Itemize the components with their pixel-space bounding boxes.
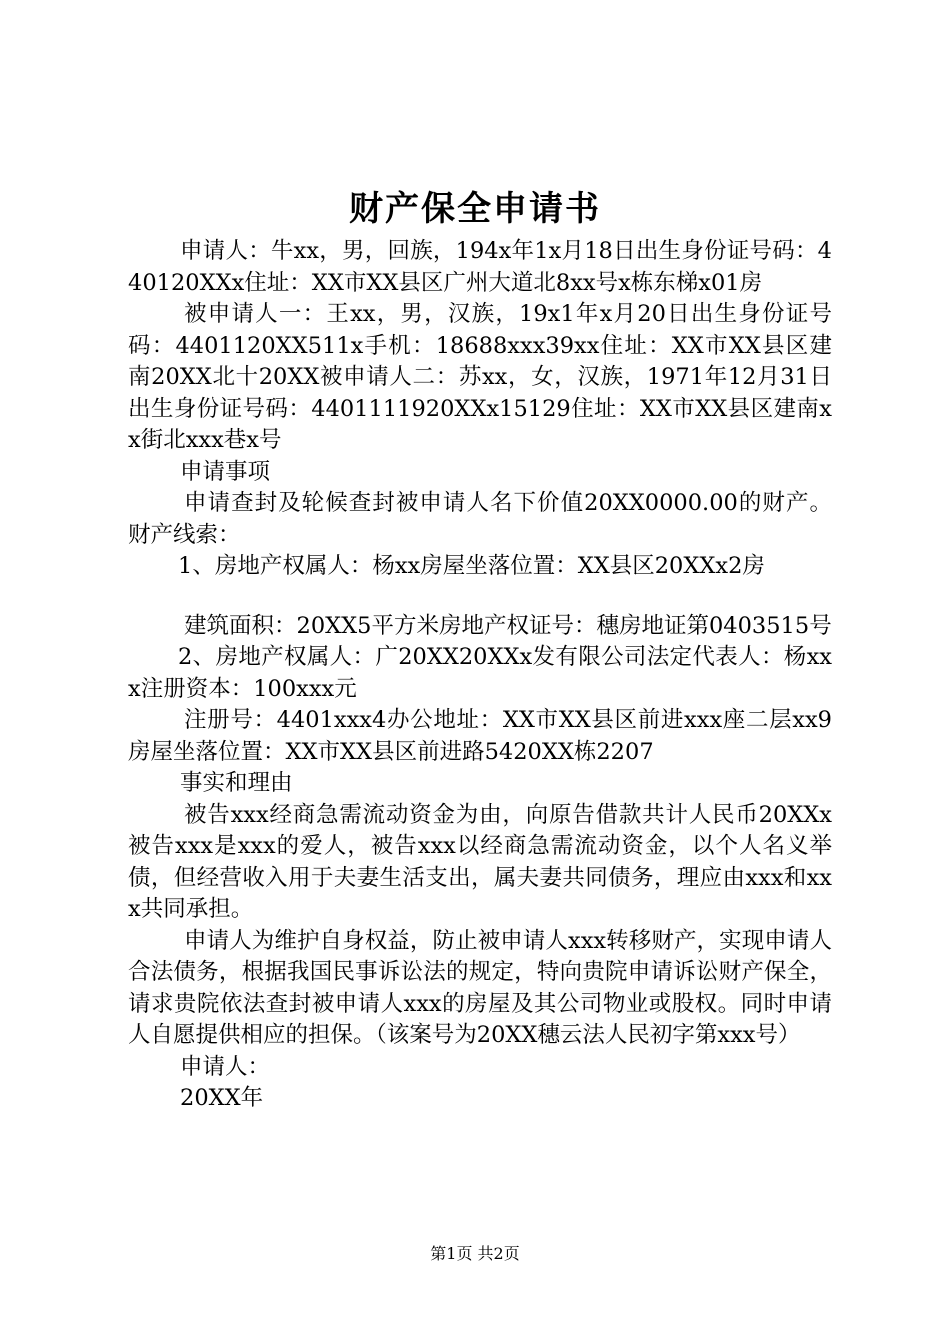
section-heading-facts: 事实和理由 (180, 770, 293, 796)
respondent-paragraph: 被申请人一：王xx，男，汉族，19x1年x月20日出生身份证号码：4401120XX511x手机：18688xxx39xx住址：XX市XX县区建南20XX北十20XX被申请人二：苏xx，女，汉族，1971年12月31日出生身份证号码：4401111920XXx15129住址：XX市XX县区建南xx街北xxx巷x号 (128, 301, 832, 453)
signature-applicant: 申请人： (180, 1053, 271, 1080)
property-clue-1-detail: 建筑面积：20XX5平方米房地产权证号：穗房地证第0403515号 (184, 612, 832, 639)
page-number: 第1页 共2页 (430, 1244, 520, 1263)
document-body (128, 236, 832, 1115)
property-clue-2: 2、房地产权属人：广20XX20XXx发有限公司法定代表人：杨xxx注册资本：100xxx元 (128, 644, 832, 702)
signature-date: 20XX年 (180, 1085, 264, 1111)
reasons-paragraph: 申请人为维护自身权益，防止被申请人xxx转移财产，实现申请人合法债务，根据我国民事诉讼法的规定，特向贵院申请诉讼财产保全，请求贵院依法查封被申请人xxx的房屋及其公司物业或股权。同时申请人自愿提供相应的担保。（该案号为20XX穗云法人民初字第xxx号） (128, 927, 832, 1048)
facts-paragraph: 被告xxx经商急需流动资金为由，向原告借款共计人民币20XXx被告xxx是xxx的爱人，被告xxx以经商急需流动资金，以个人名义举债，但经营收入用于夫妻生活支出，属夫妻共同债务，理应由xxx和xxx共同承担。 (128, 801, 832, 922)
applicant-paragraph: 申请人：牛xx，男，回族，194x年1x月18日出生身份证号码：440120XXx住址：XX市XX县区广州大道北8xx号x栋东梯x01房 (128, 238, 832, 296)
property-clue-2-detail: 注册号：4401xxx4办公地址：XX市XX县区前进xxx座二层xx9房屋坐落位置：XX市XX县区前进路5420XX栋2207 (128, 707, 832, 765)
document-title: 财产保全申请书 (349, 189, 601, 229)
property-clue-1: 1、房地产权属人：杨xx房屋坐落位置：XX县区20XXx2房 (178, 553, 765, 579)
section-heading-requests: 申请事项 (180, 458, 271, 485)
request-paragraph: 申请查封及轮候查封被申请人名下价值20XX0000.00的财产。财产线索： (128, 490, 832, 548)
